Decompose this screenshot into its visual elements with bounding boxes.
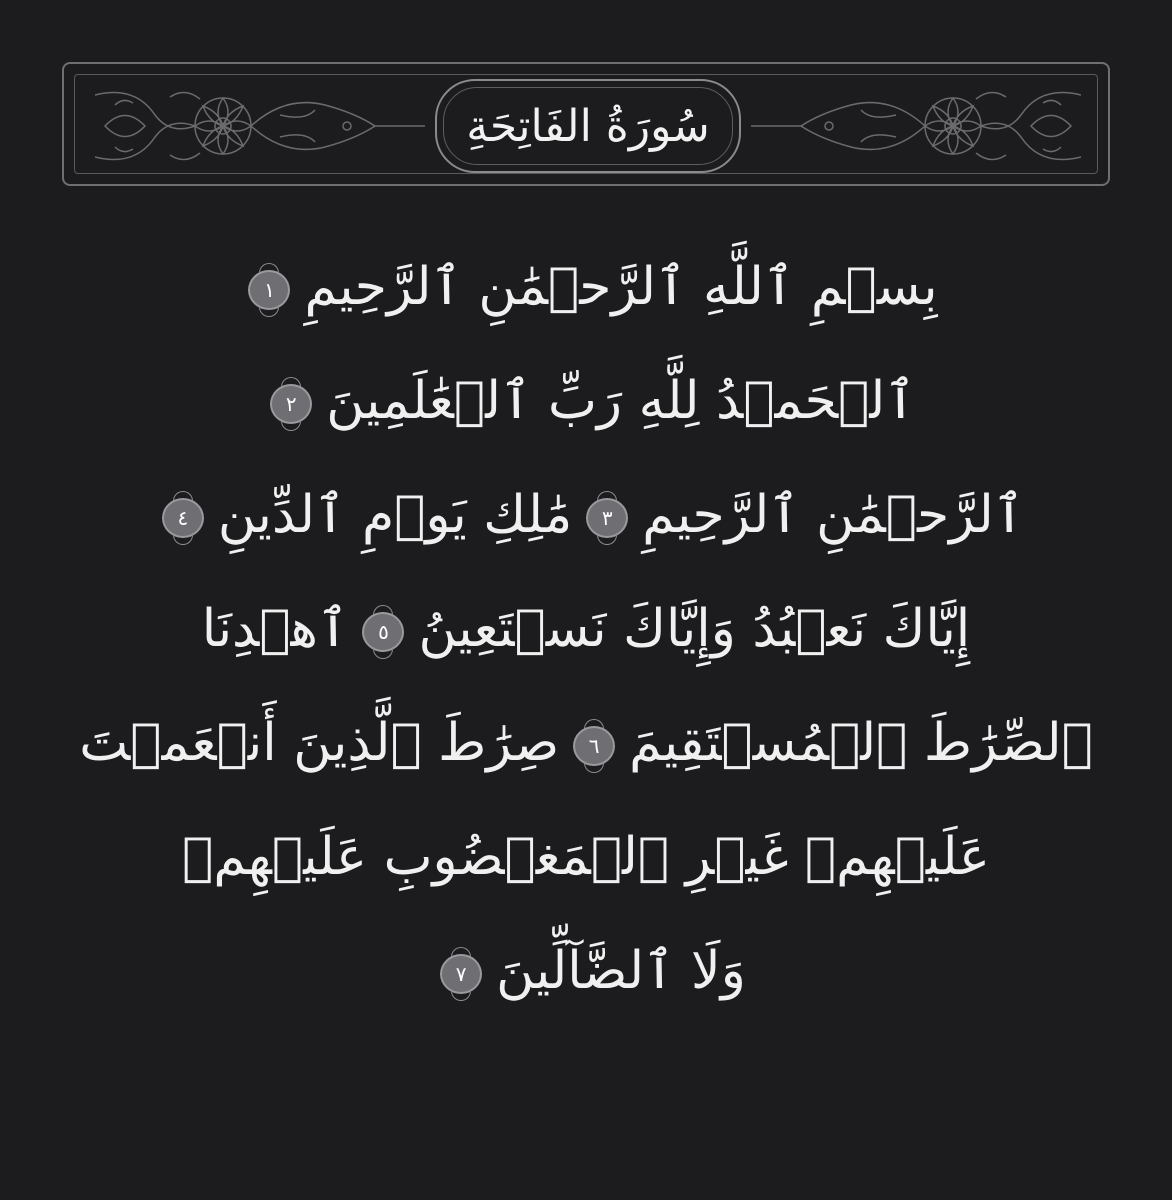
verse-number-marker [362,605,404,659]
verse-number-marker [586,491,628,545]
surah-header-frame [62,62,1110,186]
verse-line [0,914,1172,1028]
header-ornament-band [74,74,1098,174]
verse-text: ٱهۡدِنَا [201,599,349,659]
verse-number: ٦ [588,734,600,758]
verse-line [0,686,1172,800]
verse-number-marker [270,377,312,431]
verse-text: صِرَٰطَ ٱلَّذِينَ أَنۡعَمۡتَ [79,713,560,773]
verse-number-marker [248,263,290,317]
verse-number-marker [162,491,204,545]
verse-number: ٤ [177,506,189,530]
verse-number: ٥ [378,620,389,644]
verse-text: ٱلرَّحۡمَٰنِ ٱلرَّحِيمِ [642,485,1025,545]
verse-text: بِسۡمِ ٱللَّهِ ٱلرَّحۡمَٰنِ ٱلرَّحِيمِ [304,257,938,317]
verse-line [0,800,1172,914]
verse-line [0,572,1172,686]
verse-number: ١ [264,278,275,302]
title-cartouche [435,79,741,173]
verse-text: عَلَيۡهِمۡ غَيۡرِ ٱلۡمَغۡضُوبِ عَلَيۡهِمۡ [182,827,990,887]
verse-number-marker [573,719,615,773]
verse-number: ٧ [455,962,467,986]
verse-number: ٣ [601,506,613,530]
verse-text: ٱلۡحَمۡدُ لِلَّهِ رَبِّ ٱلۡعَٰلَمِينَ [326,371,916,431]
verse-text: ٱلصِّرَٰطَ ٱلۡمُسۡتَقِيمَ [629,713,1093,773]
verse-text: مَٰلِكِ يَوۡمِ ٱلدِّينِ [217,485,573,545]
surah-title: سُورَةُ الفَاتِحَةِ [466,100,710,152]
verse-text: وَلَا ٱلضَّآلِّينَ [496,941,746,1001]
verse-line [0,230,1172,344]
verse-line [0,458,1172,572]
verse-number-marker [440,947,482,1001]
verse-text: إِيَّاكَ نَعۡبُدُ وَإِيَّاكَ نَسۡتَعِينُ [418,599,971,659]
verse-line [0,344,1172,458]
verses-block [0,230,1172,1028]
verse-number: ٢ [285,392,297,416]
